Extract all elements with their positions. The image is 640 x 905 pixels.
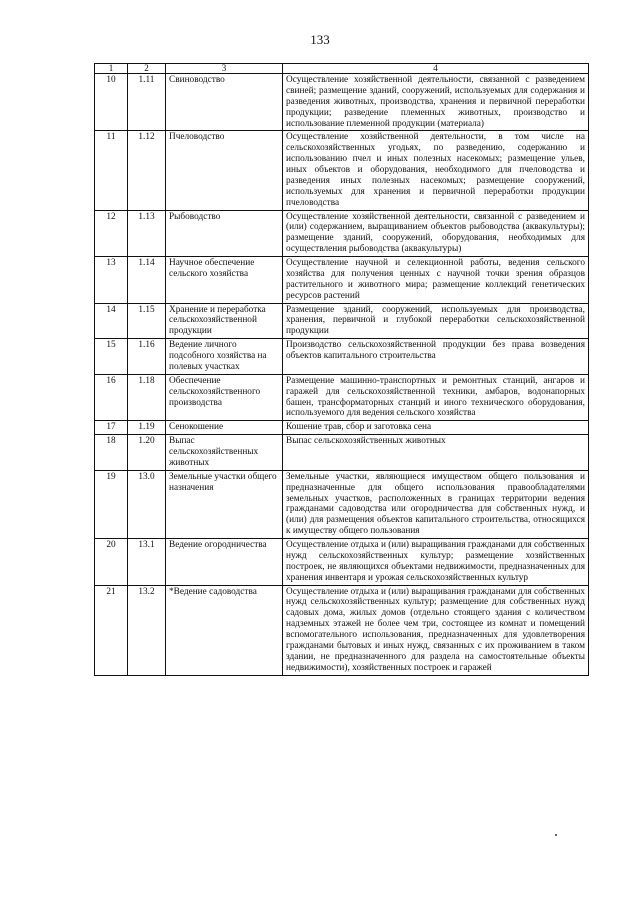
page-number: 133: [310, 32, 330, 47]
row-number: 11: [95, 131, 128, 210]
use-name: *Ведение садоводства: [166, 585, 283, 675]
use-description: Выпас сельскохозяйственных животных: [283, 435, 589, 471]
table-row: [95, 303, 589, 339]
use-description: Осуществление отдыха и (или) выращивания гражданами для собственных нужд сельскохозяйственных культур; размещение хозяйственных построек, не являющихся объектами недвижимости, предназначенных для хранения инвентаря и урожая сельскохозяйственных культур: [283, 539, 589, 586]
row-number: 13: [95, 257, 128, 304]
table-row: [95, 435, 589, 471]
use-description: Земельные участки, являющиеся имуществом общего пользования и предназначенные для общего использования правообладателями земельных участков, расположенных в границах территории ведения гражданами садоводства или огородничества для собственных нужд, и (или) для размещения объектов капитального строительства, относящихся к имуществу общего пользования: [283, 470, 589, 538]
row-number: 12: [95, 210, 128, 257]
use-code: 1.18: [128, 374, 166, 421]
land-use-table: [94, 63, 589, 676]
row-number: 21: [95, 585, 128, 675]
scan-speck: [555, 834, 557, 836]
table-header-row: [95, 64, 589, 74]
use-code: 1.14: [128, 257, 166, 304]
header-col-2: 2: [128, 64, 166, 74]
use-description: Осуществление хозяйственной деятельности, связанной с разведением и (или) содержанием, выращиванием объектов рыбоводства (аквакультуры); размещение зданий, сооружений, оборудования, необходимых для осуществления рыбоводства (аквакультуры): [283, 210, 589, 257]
table-row: [95, 339, 589, 375]
use-code: 13.1: [128, 539, 166, 586]
use-description: Производство сельскохозяйственной продукции без права возведения объектов капитального строительства: [283, 339, 589, 375]
row-number: 15: [95, 339, 128, 375]
use-code: 1.11: [128, 74, 166, 131]
header-col-3: 3: [166, 64, 283, 74]
use-name: Обеспечение сельскохозяйственного производства: [166, 374, 283, 421]
header-col-1: 1: [95, 64, 128, 74]
use-name: Пчеловодство: [166, 131, 283, 210]
table-row: [95, 210, 589, 257]
use-code: 1.19: [128, 421, 166, 435]
use-description: Размещение машинно-транспортных и ремонтных станций, ангаров и гаражей для сельскохозяйственной техники, амбаров, водонапорных башен, трансформаторных станций и иного технического оборудования, используемого для ведения сельского хозяйства: [283, 374, 589, 421]
use-code: 1.20: [128, 435, 166, 471]
table-row: [95, 131, 589, 210]
use-description: Осуществление научной и селекционной работы, ведения сельского хозяйства для получения ценных с научной точки зрения образцов растительного и животного мира; размещение коллекций генетических ресурсов растений: [283, 257, 589, 304]
use-name: Рыбоводство: [166, 210, 283, 257]
use-description: Осуществление отдыха и (или) выращивания гражданами для собственных нужд сельскохозяйственных культур; размещение для собственных нужд садовых дома, жилых домов (отдельно стоящего здания с количеством надземных этажей не более чем три, состоящее из комнат и помещений вспомогательного использования, предназначенных для удовлетворения гражданами бытовых и иных нужд, связанных с их проживанием в таком здании, не предназначенного для раздела на самостоятельные объекты недвижимости), хозяйственных построек и гаражей: [283, 585, 589, 675]
use-name: Свиноводство: [166, 74, 283, 131]
use-code: 1.15: [128, 303, 166, 339]
use-name: Ведение огородничества: [166, 539, 283, 586]
use-code: 1.12: [128, 131, 166, 210]
table-row: [95, 539, 589, 586]
row-number: 10: [95, 74, 128, 131]
use-name: Сенокошение: [166, 421, 283, 435]
row-number: 20: [95, 539, 128, 586]
use-code: 1.13: [128, 210, 166, 257]
row-number: 14: [95, 303, 128, 339]
table-row: [95, 470, 589, 538]
row-number: 18: [95, 435, 128, 471]
use-description: Размещение зданий, сооружений, используемых для производства, хранения, первичной и глубокой переработки сельскохозяйственной продукции: [283, 303, 589, 339]
use-name: Ведение личного подсобного хозяйства на полевых участках: [166, 339, 283, 375]
use-name: Земельные участки общего назначения: [166, 470, 283, 538]
use-name: Выпас сельскохозяйственных животных: [166, 435, 283, 471]
use-code: 1.16: [128, 339, 166, 375]
use-name: Хранение и переработка сельскохозяйственной продукции: [166, 303, 283, 339]
table-row: [95, 585, 589, 675]
use-code: 13.0: [128, 470, 166, 538]
row-number: 19: [95, 470, 128, 538]
use-description: Кошение трав, сбор и заготовка сена: [283, 421, 589, 435]
header-col-4: 4: [283, 64, 589, 74]
use-description: Осуществление хозяйственной деятельности, связанной с разведением свиней; размещение зданий, сооружений, используемых для содержания и разведения животных, производства, хранения и первичной переработки продукции; разведение племенных животных, производство и использование племенной продукции (материала): [283, 74, 589, 131]
use-code: 13.2: [128, 585, 166, 675]
use-name: Научное обеспечение сельского хозяйства: [166, 257, 283, 304]
row-number: 17: [95, 421, 128, 435]
row-number: 16: [95, 374, 128, 421]
table-row: [95, 374, 589, 421]
table-row: [95, 74, 589, 131]
use-description: Осуществление хозяйственной деятельности, в том числе на сельскохозяйственных угодьях, по разведению, содержанию и использованию пчел и иных полезных насекомых; размещение ульев, иных объектов и оборудования, необходимого для пчеловодства и разведения иных полезных насекомых; размещение сооружений, используемых для хранения и первичной переработки продукции пчеловодства: [283, 131, 589, 210]
table-row: [95, 257, 589, 304]
table-row: [95, 421, 589, 435]
